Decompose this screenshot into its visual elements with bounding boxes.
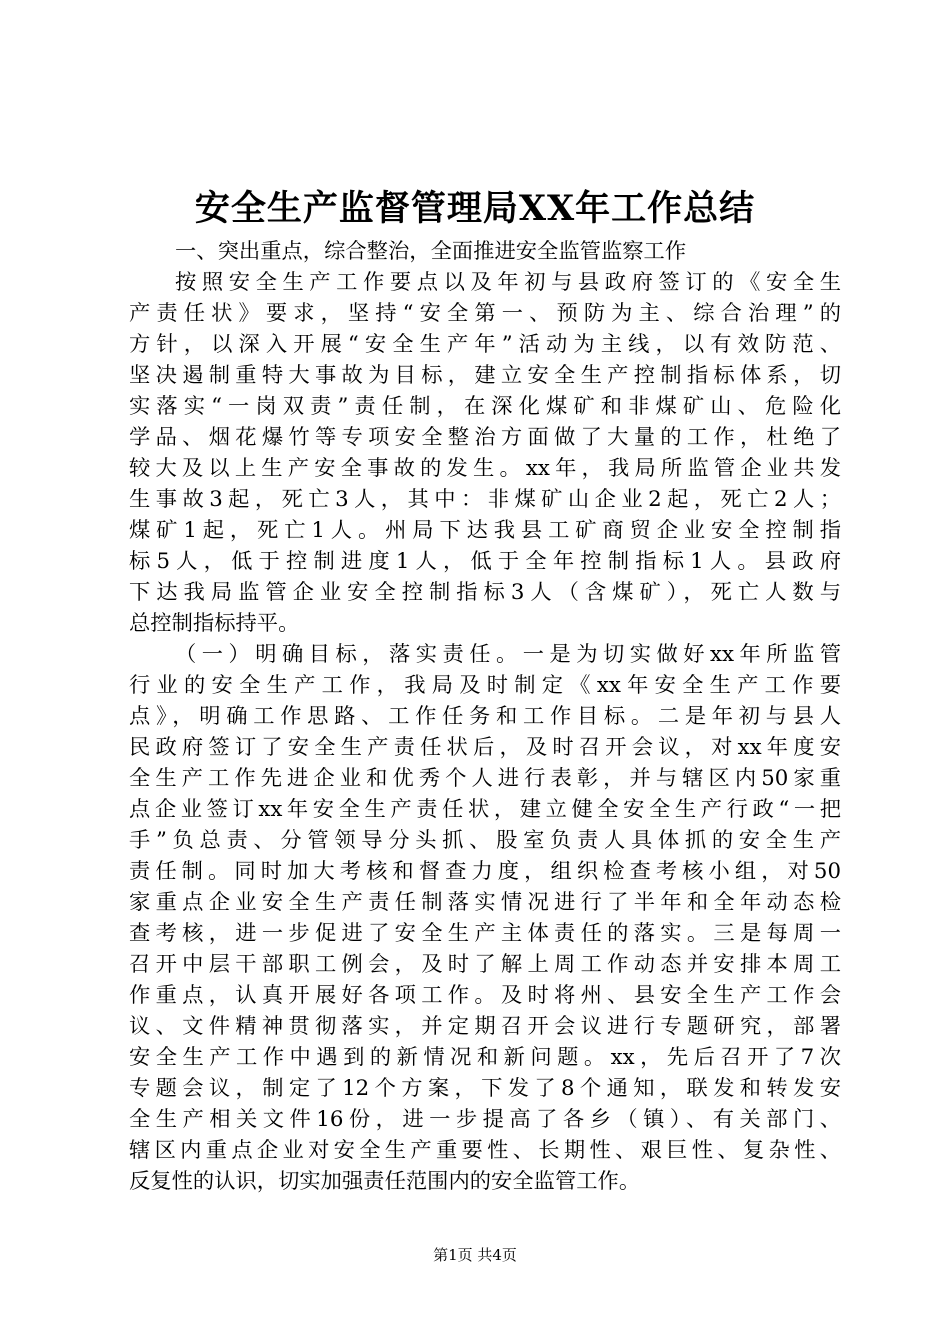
page-number-footer: 第1页 共4页 [433, 1246, 517, 1264]
paragraph-line: 下达我局监管企业安全控制指标3人（含煤矿），死亡人数与 [129, 580, 841, 605]
section-heading: 一、突出重点，综合整治，全面推进安全监管监察工作 [175, 239, 687, 264]
paragraph-line: 全生产工作先进企业和优秀个人进行表彰，并与辖区内50家重 [129, 766, 841, 791]
paragraph-line: 手”负总责、分管领导分头抓、股室负责人具体抓的安全生产 [129, 828, 841, 853]
paragraph-line: 召开中层干部职工例会，及时了解上周工作动态并安排本周工 [129, 952, 841, 977]
document-body [129, 236, 841, 1197]
paragraph-line: 煤矿1起，死亡1人。州局下达我县工矿商贸企业安全控制指 [129, 518, 841, 543]
paragraph-line: 查考核，进一步促进了安全生产主体责任的落实。三是每周一 [129, 921, 841, 946]
paragraph-line: 生事故3起，死亡3人，其中：非煤矿山企业2起，死亡2人； [129, 487, 841, 512]
paragraph-line: 民政府签订了安全生产责任状后，及时召开会议，对xx年度安 [129, 735, 841, 760]
paragraph-line: 反复性的认识，切实加强责任范围内的安全监管工作。 [129, 1169, 641, 1194]
paragraph-line: 全生产相关文件16份，进一步提高了各乡（镇）、有关部门、 [129, 1107, 841, 1132]
paragraph-line: 议、文件精神贯彻落实，并定期召开会议进行专题研究，部署 [129, 1014, 841, 1039]
paragraph-line: 标5人，低于控制进度1人，低于全年控制指标1人。县政府 [129, 549, 841, 574]
paragraph-line: 辖区内重点企业对安全生产重要性、长期性、艰巨性、复杂性、 [129, 1138, 841, 1163]
paragraph-line: 家重点企业安全生产责任制落实情况进行了半年和全年动态检 [129, 890, 841, 915]
paragraph-line: 安全生产工作中遇到的新情况和新问题。xx，先后召开了7次 [129, 1045, 841, 1070]
paragraph-line: 按照安全生产工作要点以及年初与县政府签订的《安全生 [175, 270, 841, 295]
paragraph-line: 坚决遏制重特大事故为目标，建立安全生产控制指标体系，切 [129, 363, 841, 388]
paragraph-line: 学品、烟花爆竹等专项安全整治方面做了大量的工作，杜绝了 [129, 425, 841, 450]
paragraph-line: 作重点，认真开展好各项工作。及时将州、县安全生产工作会 [129, 983, 841, 1008]
paragraph-line: 实落实“一岗双责”责任制，在深化煤矿和非煤矿山、危险化 [129, 394, 841, 419]
paragraph-line: 较大及以上生产安全事故的发生。xx年，我局所监管企业共发 [129, 456, 841, 481]
paragraph-line: 行业的安全生产工作，我局及时制定《xx年安全生产工作要 [129, 673, 841, 698]
paragraph-line: 点》，明确工作思路、工作任务和工作目标。二是年初与县人 [129, 704, 841, 729]
paragraph-1 [129, 267, 841, 639]
paragraph-line: 产责任状》要求，坚持“安全第一、预防为主、综合治理”的 [129, 301, 841, 326]
paragraph-line: 方针，以深入开展“安全生产年”活动为主线，以有效防范、 [129, 332, 841, 357]
paragraph-2 [129, 639, 841, 1197]
paragraph-line: （一）明确目标，落实责任。一是为切实做好xx年所监管 [175, 642, 841, 667]
document-title: 安全生产监督管理局XX年工作总结 [194, 188, 756, 229]
paragraph-line: 总控制指标持平。 [129, 611, 300, 636]
paragraph-line: 责任制。同时加大考核和督查力度，组织检查考核小组，对50 [129, 859, 841, 884]
paragraph-line: 点企业签订xx年安全生产责任状，建立健全安全生产行政“一把 [129, 797, 841, 822]
paragraph-line: 专题会议，制定了12个方案，下发了8个通知，联发和转发安 [129, 1076, 841, 1101]
